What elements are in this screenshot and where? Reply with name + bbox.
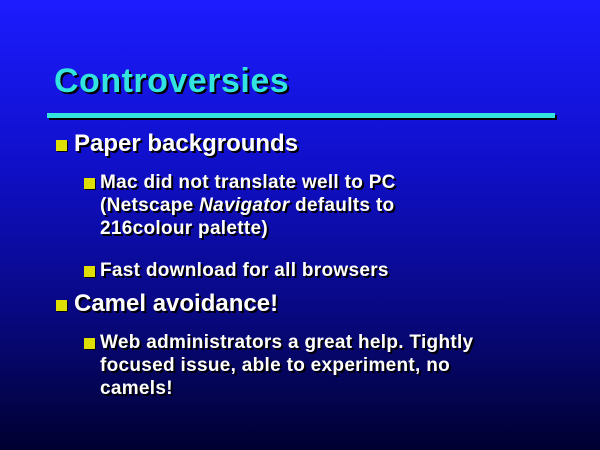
square-bullet-icon — [84, 266, 95, 277]
sub-bullet-fragment: defaults to — [289, 195, 395, 216]
square-bullet-icon — [56, 140, 67, 151]
sub-bullet-line: Web administrators a great help. Tightly — [100, 332, 474, 353]
square-bullet-icon — [56, 300, 67, 311]
sub-bullet-italic: Navigator — [199, 195, 290, 216]
title-underline — [47, 113, 555, 118]
sub-bullet-line: Fast download for all browsers — [100, 260, 389, 281]
sub-bullet-text — [100, 259, 564, 282]
sub-bullet-line: 216colour palette) — [100, 218, 269, 239]
bullet-camel-avoidance — [56, 290, 278, 318]
sub-bullet-line: Mac did not translate well to PC — [100, 172, 396, 193]
bullet-label: Paper backgrounds — [74, 130, 299, 157]
sub-bullet-fragment: (Netscape — [100, 195, 200, 216]
sub-bullet-text — [100, 171, 564, 240]
bullet-label: Camel avoidance! — [74, 290, 279, 317]
sub-bullet-text — [100, 331, 564, 400]
sub-bullet-mac-translate — [84, 171, 564, 240]
sub-bullet-line: focused issue, able to experiment, no — [100, 355, 451, 376]
slide-title: Controversies — [54, 62, 290, 100]
sub-bullet-line: camels! — [100, 378, 173, 399]
sub-bullet-web-admins — [84, 331, 564, 400]
sub-bullet-line — [100, 194, 564, 217]
bullet-paper-backgrounds — [56, 130, 298, 158]
sub-bullet-fast-download — [84, 259, 564, 282]
square-bullet-icon — [84, 338, 95, 349]
square-bullet-icon — [84, 178, 95, 189]
